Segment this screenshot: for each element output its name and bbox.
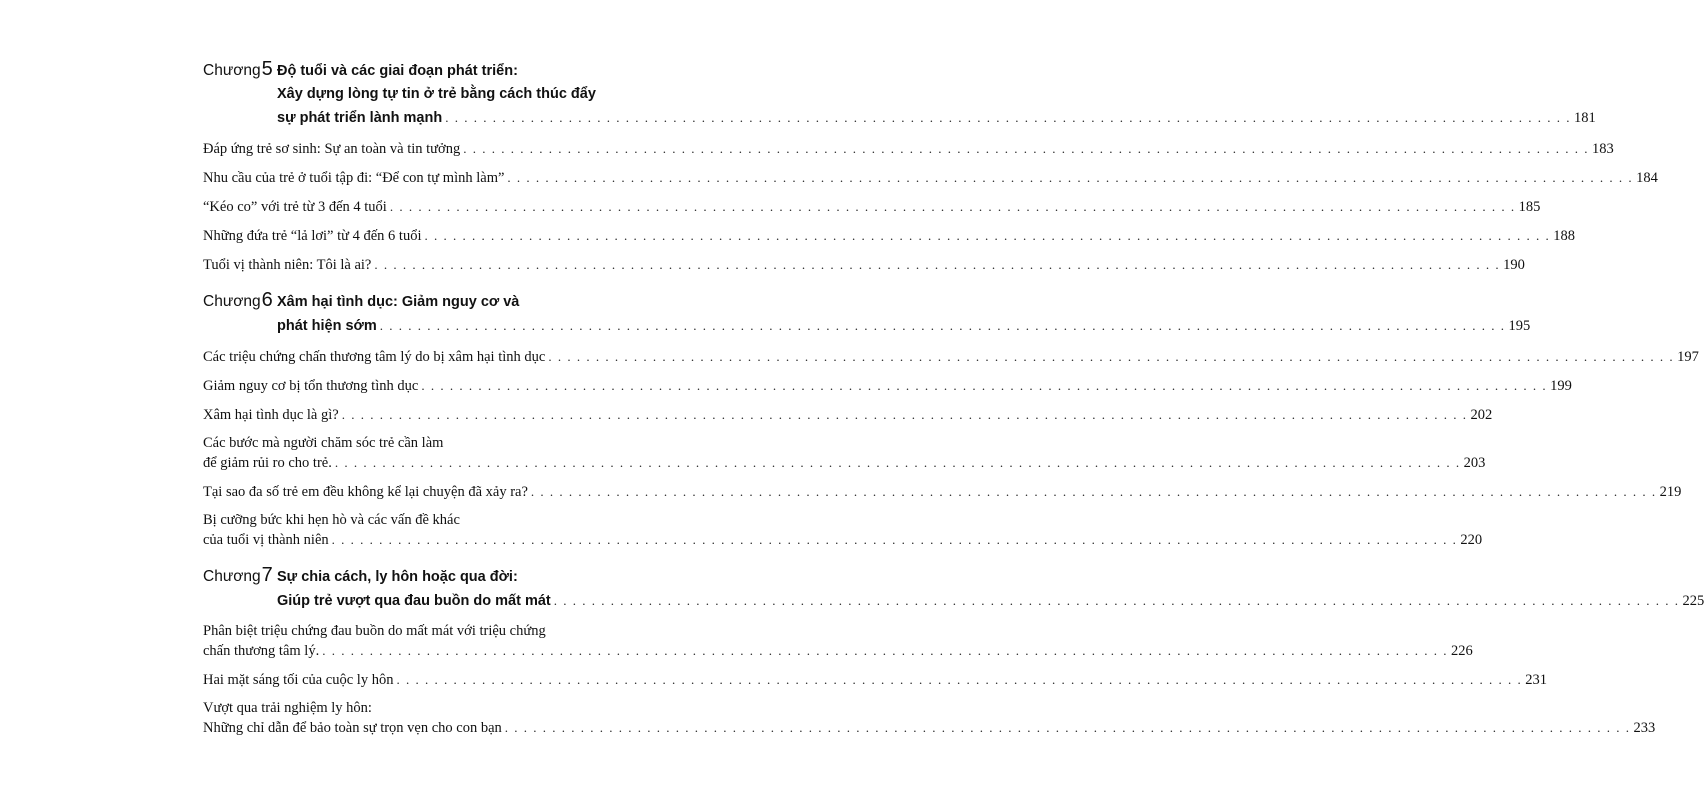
dot-leader (548, 347, 1674, 366)
table-of-contents (203, 58, 1704, 752)
entry-line (203, 453, 1486, 473)
chapter-label (203, 289, 277, 312)
toc-entry (203, 622, 1473, 661)
chapter-heading (203, 564, 1704, 613)
toc-entry (203, 482, 1682, 502)
entry-text-line: Bị cưỡng bức khi hẹn hò và các vấn đề khác (203, 512, 460, 528)
chapter-word: Chương (203, 62, 261, 79)
page-number: 233 (1633, 720, 1656, 736)
entry-text: Tuổi vị thành niên: Tôi là ai? (203, 257, 372, 273)
page-number: 188 (1553, 228, 1575, 244)
chapter-title-line: Độ tuổi và các giai đoạn phát triển: (277, 63, 518, 79)
dot-leader (332, 530, 1458, 549)
page-number: 219 (1659, 484, 1682, 500)
toc-entry (203, 226, 1575, 246)
toc-entry (203, 376, 1572, 396)
dot-leader (390, 197, 1516, 216)
toc-entry (203, 347, 1699, 367)
dot-leader (374, 255, 1500, 274)
entry-text: Những đứa trẻ “lả lơi” từ 4 đến 6 tuổi (203, 228, 422, 244)
chapter-title-last-text: phát hiện sớm (277, 318, 377, 334)
toc-entry (203, 255, 1525, 275)
entry-list (203, 139, 1658, 275)
chapter-label (203, 58, 277, 81)
entry-text-line: Các bước mà người chăm sóc trẻ cần làm (203, 435, 444, 451)
entry-text: Các triệu chứng chấn thương tâm lý do bị xâm hại tình dục (203, 349, 546, 365)
entry-text-line: Phân biệt triệu chứng đau buồn do mất mát với triệu chứng (203, 623, 546, 639)
chapter-title-last-line (277, 106, 1596, 130)
entry-text: chấn thương tâm lý. (203, 643, 320, 659)
toc-entry (203, 168, 1658, 188)
entry-text: Hai mặt sáng tối của cuộc ly hôn (203, 672, 394, 688)
entry-text: của tuổi vị thành niên (203, 532, 329, 548)
entry-line (203, 530, 1483, 550)
toc-entry (203, 139, 1614, 159)
page-number: 199 (1550, 378, 1572, 394)
chapter-title-last-text: Giúp trẻ vượt qua đau buồn do mất mát (277, 593, 551, 609)
entry-text: “Kéo co” với trẻ từ 3 đến 4 tuổi (203, 199, 387, 215)
page-number: 226 (1450, 643, 1473, 659)
chapter-title-line: Xây dựng lòng tự tin ở trẻ bằng cách thúc đẩy (277, 86, 596, 102)
page-number: 225 (1682, 593, 1704, 609)
chapter-title-last-line (277, 589, 1704, 613)
toc-entry (203, 699, 1656, 738)
page-number: 184 (1636, 170, 1658, 186)
dot-leader (507, 168, 1633, 187)
page-number: 220 (1460, 532, 1483, 548)
entry-text: để giảm rủi ro cho trẻ. (203, 455, 332, 471)
toc-entry (203, 197, 1541, 217)
entry-line (203, 670, 1547, 690)
dot-leader (335, 453, 1461, 472)
entry-text: Giảm nguy cơ bị tổn thương tình dục (203, 378, 419, 394)
chapter-title-last-text: sự phát triển lành mạnh (277, 110, 443, 126)
entry-line (203, 139, 1614, 159)
chapter-title (277, 566, 1704, 613)
dot-leader (463, 139, 1589, 158)
chapter-title (277, 60, 1596, 130)
toc-entry (203, 405, 1493, 425)
toc-entry (203, 434, 1486, 473)
chapter-title-line: Xâm hại tình dục: Giảm nguy cơ và (277, 294, 520, 310)
entry-line (203, 197, 1541, 217)
entry-line (203, 255, 1525, 275)
chapter-title (277, 291, 1530, 338)
entry-text: Những chỉ dẫn để bảo toàn sự trọn vẹn cho con bạn (203, 720, 502, 736)
dot-leader (322, 641, 1448, 660)
entry-text: Nhu cầu của trẻ ở tuổi tập đi: “Để con tự mình làm” (203, 170, 505, 186)
chapter-word: Chương (203, 293, 261, 310)
dot-leader (421, 376, 1547, 395)
entry-list (203, 347, 1699, 550)
entry-line (203, 718, 1656, 738)
entry-text-line: Vượt qua trải nghiệm ly hôn: (203, 700, 372, 716)
chapter-heading (203, 58, 1596, 130)
chapter-number: 5 (261, 58, 273, 80)
entry-line (203, 168, 1658, 188)
dot-leader (505, 718, 1631, 737)
page-number: 185 (1518, 199, 1541, 215)
chapter-heading (203, 289, 1531, 338)
page-number: 195 (1508, 318, 1531, 334)
entry-text: Xâm hại tình dục là gì? (203, 407, 339, 423)
chapter-number: 7 (261, 564, 273, 586)
entry-text: Đáp ứng trẻ sơ sinh: Sự an toàn và tin tưởng (203, 141, 461, 157)
toc-entry (203, 511, 1483, 550)
chapter-title-last-line (277, 314, 1530, 338)
entry-line (203, 482, 1682, 502)
entry-line (203, 226, 1575, 246)
entry-list (203, 622, 1656, 738)
dot-leader (396, 670, 1522, 689)
toc-entry (203, 670, 1547, 690)
entry-line (203, 376, 1572, 396)
page-number: 231 (1525, 672, 1547, 688)
chapter-label (203, 564, 277, 587)
chapter-5 (203, 58, 1658, 275)
entry-line (203, 641, 1473, 661)
entry-line (203, 347, 1699, 367)
entry-text: Tại sao đa số trẻ em đều không kể lại chuyện đã xảy ra? (203, 484, 528, 500)
dot-leader (380, 314, 1506, 337)
dot-leader (424, 226, 1550, 245)
chapter-number: 6 (261, 289, 273, 311)
page-number: 181 (1573, 110, 1596, 126)
page-number: 197 (1677, 349, 1699, 365)
page-number: 202 (1470, 407, 1493, 423)
dot-leader (554, 589, 1680, 612)
page-number: 190 (1503, 257, 1525, 273)
chapter-6 (203, 289, 1699, 550)
dot-leader (342, 405, 1468, 424)
entry-line (203, 405, 1493, 425)
dot-leader (531, 482, 1657, 501)
chapter-word: Chương (203, 568, 261, 585)
page-number: 183 (1591, 141, 1614, 157)
chapter-title-line: Sự chia cách, ly hôn hoặc qua đời: (277, 569, 518, 585)
chapter-7 (203, 564, 1704, 738)
page-number: 203 (1463, 455, 1486, 471)
dot-leader (445, 106, 1571, 129)
